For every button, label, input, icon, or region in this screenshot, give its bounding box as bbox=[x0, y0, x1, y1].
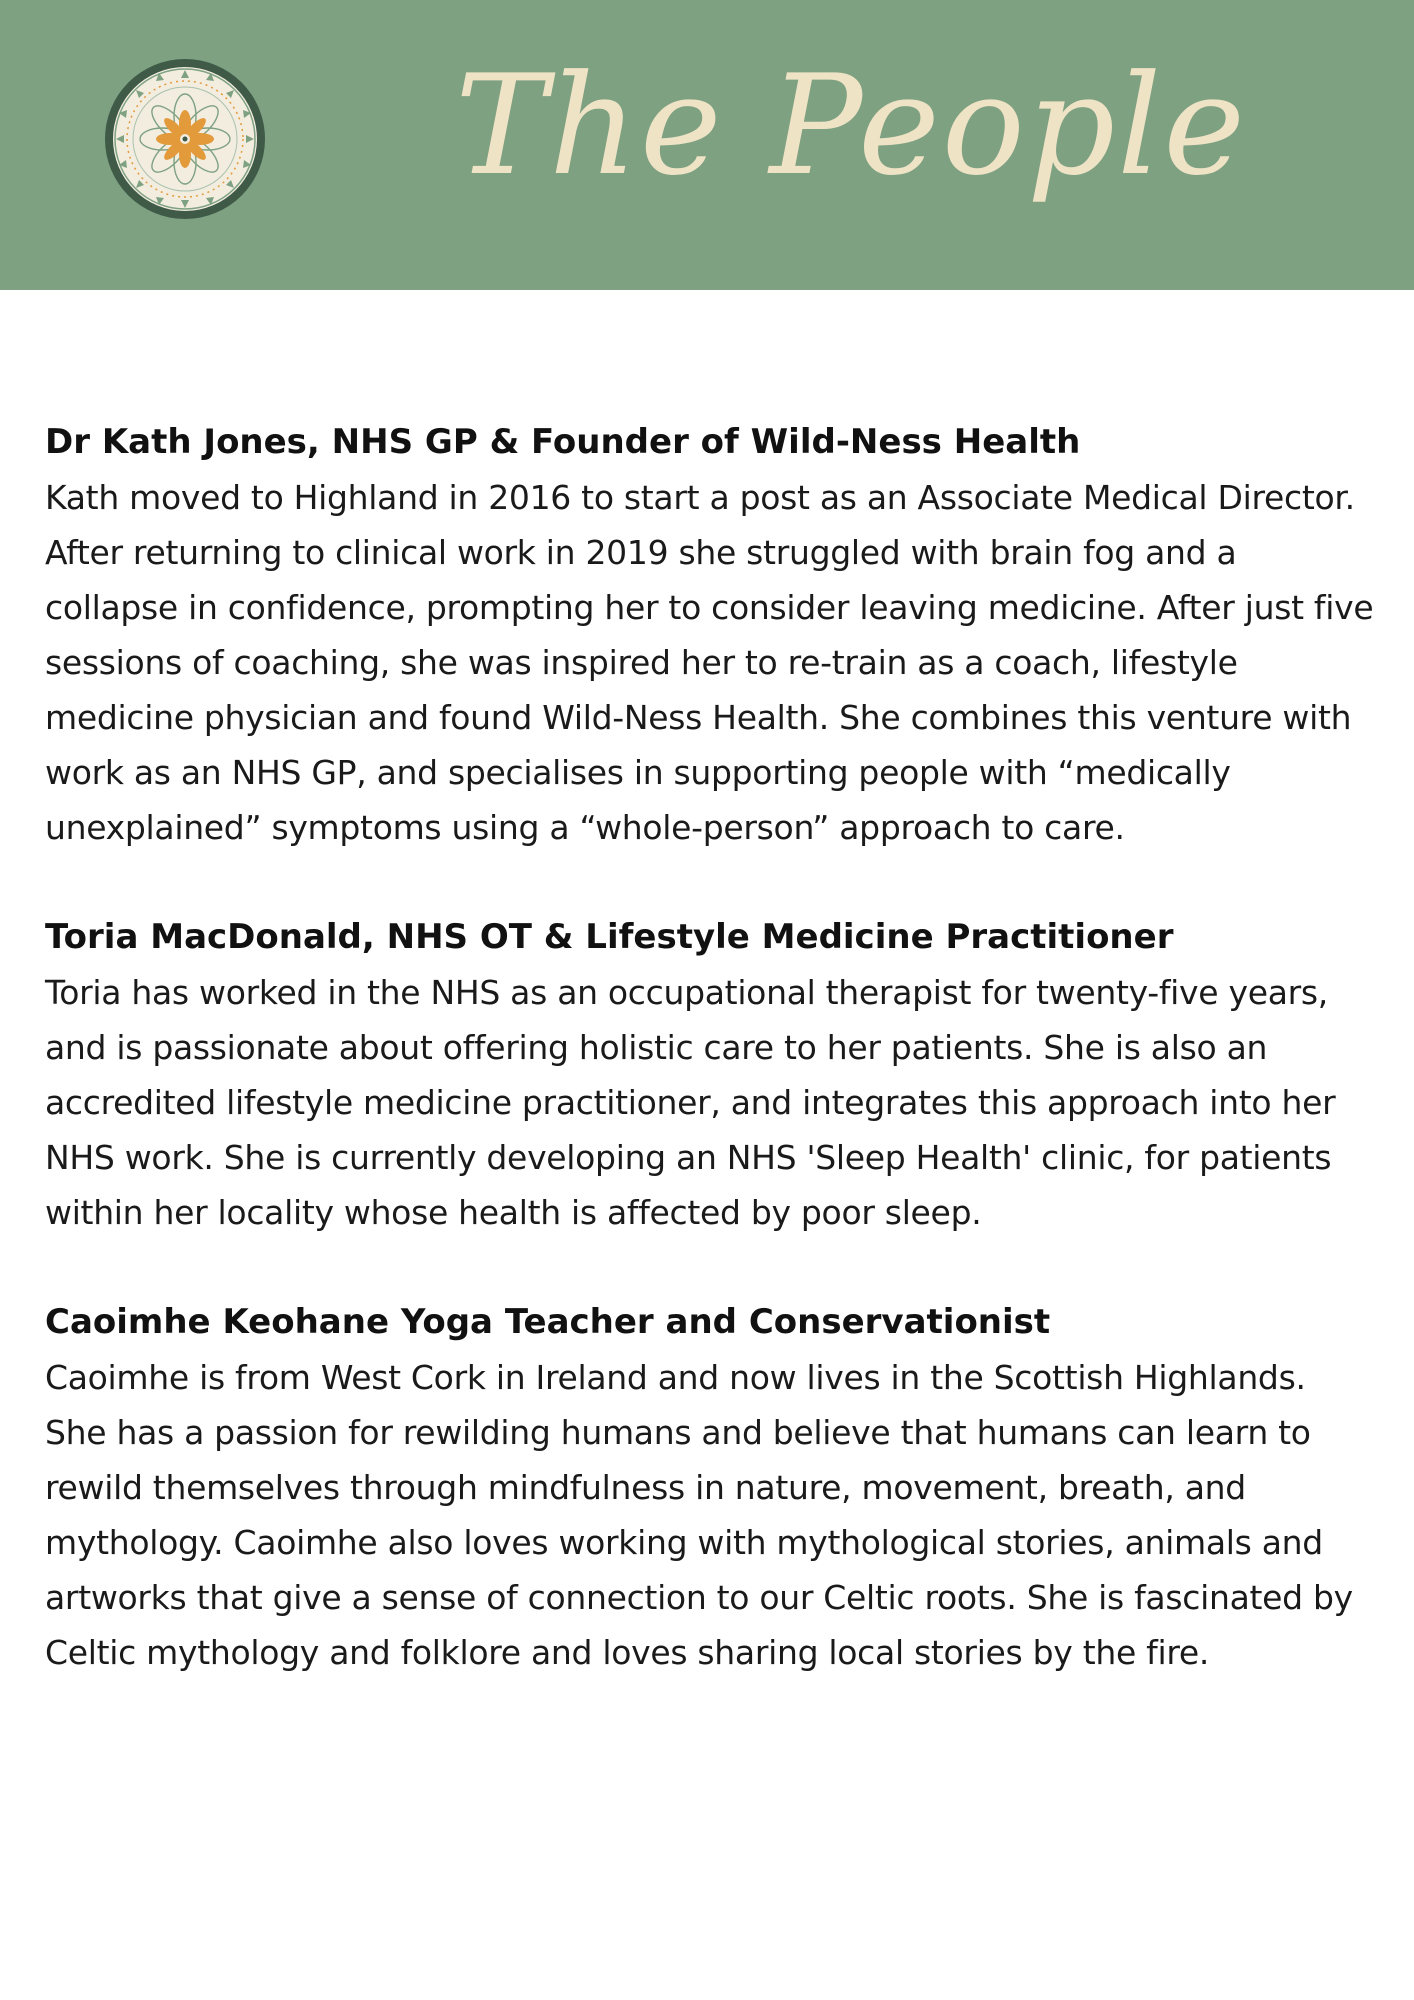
person-bio: Toria has worked in the NHS as an occupational therapist for twenty-five years, and is passionate about offering holistic care to her patients. She is also an accredited lifestyle medicine practitioner, and integrates this approach into her NHS work. She is currently developing an NHS 'Sleep Health' clinic, for patients within her locality whose health is affected by poor sleep. bbox=[45, 973, 1336, 1232]
people-list bbox=[45, 415, 1375, 1735]
person-bio: Kath moved to Highland in 2016 to start a post as an Associate Medical Director. After returning to clinical work in 2019 she struggled with brain fog and a collapse in confidence, prompting her to consider leaving medicine. After just five sessions of coaching, she was inspired her to re-train as a coach, lifestyle medicine physician and found Wild-Ness Health. She combines this venture with work as an NHS GP, and specialises in supporting people with “medically unexplained” symptoms using a “whole-person” approach to care. bbox=[45, 478, 1374, 847]
page-title: The People bbox=[455, 45, 1248, 206]
person-name: Dr Kath Jones, NHS GP & Founder of Wild-Ness Health bbox=[45, 422, 1081, 462]
person-profile bbox=[45, 415, 1375, 855]
page-header bbox=[0, 0, 1414, 290]
person-profile bbox=[45, 910, 1375, 1240]
person-name: Toria MacDonald, NHS OT & Lifestyle Medicine Practitioner bbox=[45, 917, 1174, 957]
person-bio: Caoimhe is from West Cork in Ireland and now lives in the Scottish Highlands. She has a passion for rewilding humans and believe that humans can learn to rewild themselves through mindfulness in nature, movement, breath, and mythology. Caoimhe also loves working with mythological stories, animals and artworks that give a sense of connection to our Celtic roots. She is fascinated by Celtic mythology and folklore and loves sharing local stories by the fire. bbox=[45, 1358, 1353, 1672]
person-name: Caoimhe Keohane Yoga Teacher and Conservationist bbox=[45, 1302, 1051, 1342]
mandala-flower-icon bbox=[104, 58, 266, 220]
person-profile bbox=[45, 1295, 1375, 1680]
